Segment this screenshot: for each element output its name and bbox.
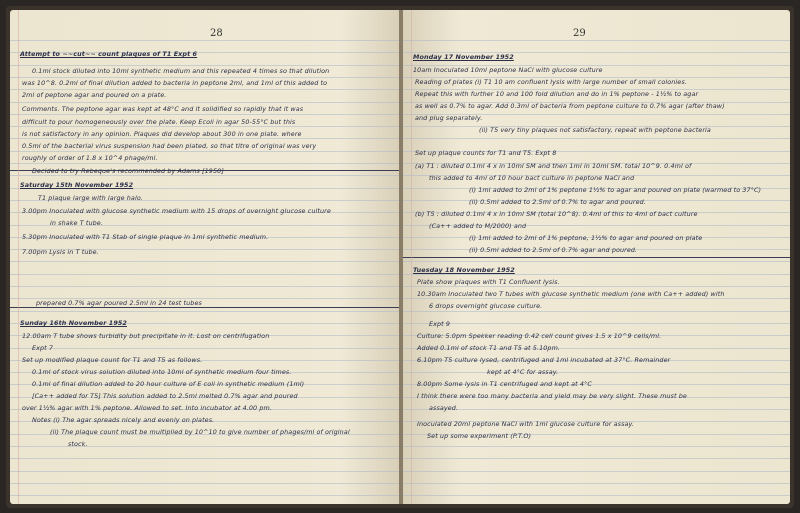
entry-date-heading: Saturday 15th November 1952 xyxy=(20,181,134,189)
notebook-line: (i) 1ml added to 2ml of 1% peptone 1½% to agar and poured on plate (warmed to 37°C) xyxy=(469,186,762,194)
notebook-line: 6 drops overnight glucose culture. xyxy=(429,302,543,310)
notebook-line: 2ml of peptone agar and poured on a plate. xyxy=(22,91,167,99)
ruled-line xyxy=(403,372,790,373)
notebook-line: Comments. The peptone agar was kept at 48°C and it solidified so rapidly that it was xyxy=(22,105,304,113)
ruled-line xyxy=(10,175,399,176)
notebook-line: Set up some experiment (P.T.O) xyxy=(427,432,532,440)
entry-date-heading: Monday 17 November 1952 xyxy=(413,53,514,61)
ruled-line xyxy=(10,483,399,484)
notebook xyxy=(6,6,794,508)
notebook-line: Reading of plates (i) T1 10 am confluent lysis with large number of small colonies. xyxy=(415,78,687,86)
ruled-line xyxy=(403,286,790,287)
notebook-line: Culture: 5.0pm Spekker reading 0.42 cell count gives 1.5 x 10^9 cells/ml. xyxy=(417,332,662,340)
entry-date-heading: Attempt to ~~cut~~ count plaques of T1 Expt 6 xyxy=(20,50,198,58)
notebook-line: (a) T1 : diluted 0.1ml 4 x in 10ml SM and then 1ml in 10ml SM. total 10^9. 0.4ml of xyxy=(415,162,692,170)
ruled-line xyxy=(10,126,399,127)
page-number: 28 xyxy=(210,28,223,39)
margin-line xyxy=(18,10,19,504)
notebook-line: Added 0.1ml of stock T1 and T5 at 5.10pm. xyxy=(417,344,561,352)
ruled-line xyxy=(403,261,790,262)
notebook-line: 3.00pm Inoculated with glucose synthetic medium with 15 drops of overnight glucose culture xyxy=(22,207,331,215)
ruled-line xyxy=(403,458,790,459)
ruled-line xyxy=(10,163,399,164)
ruled-line xyxy=(10,261,399,262)
entry-date-heading: Sunday 16th November 1952 xyxy=(20,319,127,327)
ruled-line xyxy=(403,40,790,41)
notebook-line: assayed. xyxy=(429,404,459,412)
notebook-line: is not satisfactory in any opinion. Plaques did develop about 300 in one plate. where xyxy=(22,130,302,138)
notebook-line: Expt 9 xyxy=(429,320,451,328)
notebook-line: (i) 1ml added to 2ml of 1% peptone, 1½% to agar and poured on plate xyxy=(469,234,703,242)
entry-divider xyxy=(10,307,399,308)
notebook-line: Plate show plaques with T1 Confluent lysis. xyxy=(417,278,560,286)
page-number: 29 xyxy=(573,28,586,39)
ruled-line xyxy=(10,65,399,66)
ruled-line xyxy=(10,102,399,103)
right-page xyxy=(403,10,790,504)
entry-divider xyxy=(403,257,790,258)
notebook-line: Expt 7 xyxy=(32,344,54,352)
ruled-line xyxy=(10,348,399,349)
ruled-line xyxy=(403,298,790,299)
notebook-line: (b) T5 : diluted 0.1ml 4 x in 10ml SM (total 10^8). 0.4ml of this to 4ml of bact culture xyxy=(415,210,698,218)
notebook-line: 5.30pm Inoculated with T1 Stab of single plaque in 1ml synthetic medium. xyxy=(22,233,269,241)
notebook-line: 10.30am Inoculated two T tubes with glucose synthetic medium (one with Ca++ added) with xyxy=(417,290,725,298)
notebook-line: was 10^8. 0.2ml of final dilution added to bacteria in peptone 2ml, and 1ml of this added to xyxy=(22,79,328,87)
notebook-line: (ii) T5 very tiny plaques not satisfactory, repeat with peptone bacteria xyxy=(479,126,711,134)
ruled-line xyxy=(403,138,790,139)
ruled-line xyxy=(10,311,399,312)
notebook-line: kept at 4°C for assay. xyxy=(487,368,559,376)
notebook-line: Inoculated 20ml peptone NaCl with 1ml glucose culture for assay. xyxy=(417,420,635,428)
notebook-line: 0.1ml of stock virus solution diluted into 10ml of synthetic medium four times. xyxy=(32,368,292,376)
notebook-line: 0.5ml of the bacterial virus suspension had been plated, so that titre of original was very xyxy=(22,142,317,150)
notebook-line: [Ca++ added for T5] This solution added to 2.5ml melted 0.7% agar and poured xyxy=(32,392,298,400)
notebook-line: (ii) 0.5ml added to 2.5ml of 0.7% agar and poured. xyxy=(469,246,638,254)
ruled-line xyxy=(403,311,790,312)
margin-line xyxy=(411,10,412,504)
ruled-line xyxy=(10,471,399,472)
ruled-line xyxy=(10,77,399,78)
notebook-line: 8.00pm Some lysis in T1 centrifuged and kept at 4°C xyxy=(417,380,592,388)
ruled-line xyxy=(10,495,399,496)
ruled-line xyxy=(10,274,399,275)
notebook-line: Decided to try Rebeque's recommended by Adams [1950] xyxy=(32,167,224,175)
notebook-line: Repeat this with further 10 and 100 fold dilution and do in 1% peptone - 1½% to agar xyxy=(415,90,699,98)
notebook-line: (Ca++ added to M/2000) and xyxy=(429,222,527,230)
notebook-line: Set up modified plaque count for T1 and T5 as follows. xyxy=(22,356,203,364)
notebook-line: stock. xyxy=(68,440,88,448)
left-page xyxy=(10,10,399,504)
notebook-line: over 1½% agar with 1% peptone. Allowed to set. Into incubator at 4.00 pm. xyxy=(22,404,272,412)
notebook-line: prepared 0.7% agar poured 2.5ml in 24 test tubes xyxy=(36,299,202,307)
notebook-line: as well as 0.7% to agar. Add 0.3ml of bacteria from peptone culture to 0.7% agar (after thaw) xyxy=(415,102,725,110)
ruled-line xyxy=(10,40,399,41)
ruled-line xyxy=(403,471,790,472)
notebook-line: T1 plaque large with large halo. xyxy=(38,194,143,202)
ruled-line xyxy=(403,483,790,484)
notebook-line: (ii) 0.5ml added to 2.5ml of 0.7% to agar and poured. xyxy=(469,198,646,206)
entry-date-heading: Tuesday 18 November 1952 xyxy=(413,266,515,274)
notebook-line: 0.1ml stock diluted into 10ml synthetic medium and this repeated 4 times so that dilution xyxy=(32,67,330,75)
notebook-line: this added to 4ml of 10 hour bact culture in peptone NaCl and xyxy=(429,174,635,182)
notebook-line: 0.1ml of final dilution added to 20 hour culture of E coli in synthetic medium (1ml) xyxy=(32,380,305,388)
notebook-line: 6.10pm T5 culture lysed, centrifuged and 1ml incubated at 37°C. Remainder xyxy=(417,356,671,364)
notebook-line: difficult to pour homogeneously over the plate. Keep Ecoli in agar 50-55°C but this xyxy=(22,118,296,126)
notebook-line: 7.00pm Lysis in T tube. xyxy=(22,248,99,256)
ruled-line xyxy=(403,409,790,410)
ruled-line xyxy=(10,138,399,139)
ruled-line xyxy=(10,114,399,115)
ruled-line xyxy=(403,323,790,324)
notebook-line: Notes (i) The agar spreads nicely and evenly on plates. xyxy=(32,416,215,424)
ruled-line xyxy=(403,495,790,496)
notebook-line: (ii) The plaque count must be multiplied by 10^10 to give number of phages/ml of original xyxy=(50,428,350,436)
notebook-line: Set up plaque counts for T1 and T5. Expt 8 xyxy=(415,149,557,157)
notebook-line: roughly of order of 1.8 x 10^4 phage/ml. xyxy=(22,154,158,162)
notebook-line: I think there were too many bacteria and yield may be very slight. These must be xyxy=(417,392,687,400)
notebook-line: in shake T tube. xyxy=(50,219,103,227)
notebook-line: and plug separately. xyxy=(415,114,483,122)
ruled-line xyxy=(10,151,399,152)
notebook-line: 10am Inoculated 10ml peptone NaCl with glucose culture xyxy=(413,66,603,74)
notebook-line: 12.00am T tube shows turbidity but precipitate in it. Lost on centrifugation xyxy=(22,332,270,340)
ruled-line xyxy=(403,446,790,447)
ruled-line xyxy=(10,458,399,459)
ruled-line xyxy=(10,286,399,287)
